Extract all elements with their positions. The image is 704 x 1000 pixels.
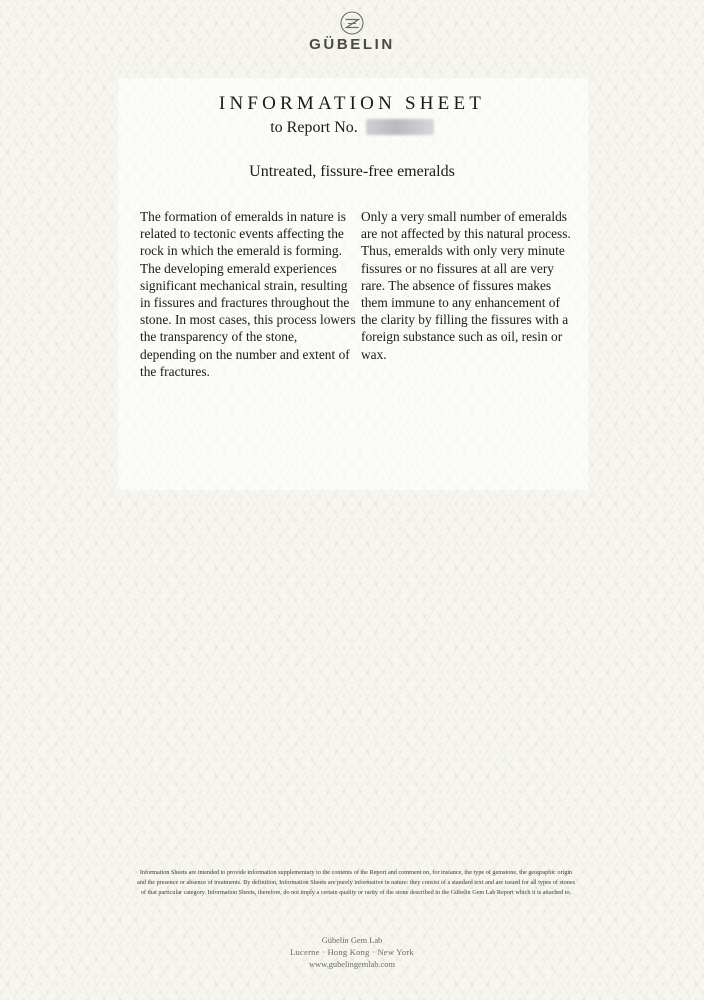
footer — [0, 935, 704, 971]
gubelin-emblem-icon — [339, 10, 365, 36]
document-title: INFORMATION SHEET — [218, 93, 486, 114]
brand-name: GÜBELIN — [309, 36, 395, 53]
lab-locations: Lucerne · Hong Kong · New York — [290, 948, 414, 957]
paragraph-left: The formation of emeralds in nature is related to tectonic events affecting the rock in which the emerald is forming. The developing emerald experiences significant mechanical strain, resulting in fissures and fractures throughout the stone. In most cases, this process lowers the transparency of the stone, depending on the number and extent of the fractures. — [140, 209, 356, 379]
report-line — [0, 119, 704, 137]
lab-website: www.gubelingemlab.com — [309, 960, 395, 969]
letterhead — [0, 10, 704, 53]
document-subtitle: Untreated, fissure-free emeralds — [249, 163, 455, 180]
report-prefix: to Report No. — [270, 119, 358, 136]
disclaimer-footnote: Information Sheets are intended to provide information supplementary to the contents of the Report and comment on, for instance, the type of gemstone, the geographic origin and the presence or absence of treatments. By definition, Information Sheets are purely informative in nature: they consist of a standard text and are issued for all types of stones of that particular category. Information Sheets, therefore, do not imply a certain quality or rarity of the stone described in the Gübelin Gem Lab Report which it is attached to. — [137, 869, 575, 896]
paragraph-right: Only a very small number of emeralds are not affected by this natural process. Thus, emeralds with only very minute fissures or no fissures at all are very rare. The absence of fissures makes them immune to any enhancement of the clarity by filling the fissures with a foreign substance such as oil, resin or wax. — [361, 209, 571, 362]
redacted-report-number — [366, 119, 434, 135]
lab-name: Gübelin Gem Lab — [321, 936, 383, 945]
